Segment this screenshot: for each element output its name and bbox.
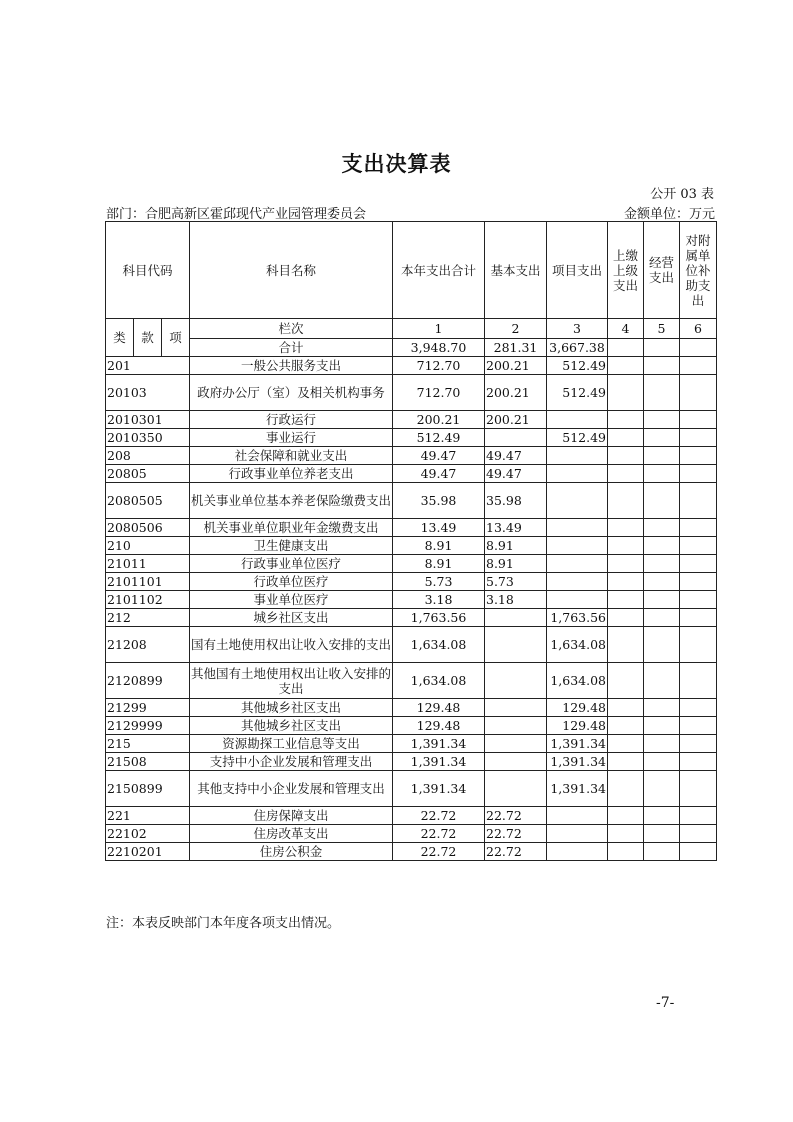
header-code: 科目代码 [106, 222, 190, 319]
row-basic: 13.49 [485, 519, 547, 537]
row-name: 行政单位医疗 [190, 573, 393, 591]
row-upper [608, 537, 644, 555]
table-header [106, 222, 717, 357]
row-code: 21011 [106, 555, 190, 573]
row-business [644, 843, 680, 861]
row-upper [608, 807, 644, 825]
row-subsidy [680, 519, 717, 537]
row-project [547, 537, 608, 555]
row-business [644, 609, 680, 627]
row-total: 129.48 [393, 699, 485, 717]
row-basic [485, 609, 547, 627]
row-project [547, 447, 608, 465]
row-code: 21508 [106, 753, 190, 771]
table-note: 注：本表反映部门本年度各项支出情况。 [106, 916, 341, 931]
row-project [547, 483, 608, 519]
department-label: 部门：合肥高新区霍邱现代产业园管理委员会 [106, 207, 367, 222]
row-name: 住房改革支出 [190, 825, 393, 843]
row-business [644, 537, 680, 555]
row-name: 卫生健康支出 [190, 537, 393, 555]
row-subsidy [680, 771, 717, 807]
row-business [644, 465, 680, 483]
row-code: 20805 [106, 465, 190, 483]
row-total: 8.91 [393, 537, 485, 555]
row-basic [485, 753, 547, 771]
table-row [106, 771, 717, 807]
table-row [106, 555, 717, 573]
row-name: 其他国有土地使用权出让收入安排的支出 [190, 663, 393, 699]
row-name: 资源勘探工业信息等支出 [190, 735, 393, 753]
row-upper [608, 429, 644, 447]
row-code: 208 [106, 447, 190, 465]
row-upper [608, 357, 644, 375]
total-label: 合计 [190, 339, 393, 357]
row-upper [608, 375, 644, 411]
table-row [106, 483, 717, 519]
row-upper [608, 447, 644, 465]
row-code: 2120899 [106, 663, 190, 699]
table-body [106, 357, 717, 861]
total-amount: 3,948.70 [393, 339, 485, 357]
row-total: 1,634.08 [393, 627, 485, 663]
row-project: 1,391.34 [547, 753, 608, 771]
row-code: 210 [106, 537, 190, 555]
row-business [644, 825, 680, 843]
col-index-4: 4 [608, 319, 644, 339]
row-code: 2080505 [106, 483, 190, 519]
row-name: 城乡社区支出 [190, 609, 393, 627]
row-name: 其他城乡社区支出 [190, 717, 393, 735]
col-index-3: 3 [547, 319, 608, 339]
row-project [547, 555, 608, 573]
row-business [644, 717, 680, 735]
row-upper [608, 753, 644, 771]
row-code: 20103 [106, 375, 190, 411]
row-upper [608, 591, 644, 609]
row-business [644, 573, 680, 591]
row-basic: 5.73 [485, 573, 547, 591]
row-business [644, 735, 680, 753]
table-row [106, 411, 717, 429]
total-row [106, 339, 717, 357]
row-total: 49.47 [393, 447, 485, 465]
row-name: 事业单位医疗 [190, 591, 393, 609]
row-code: 212 [106, 609, 190, 627]
row-code: 21208 [106, 627, 190, 663]
row-subsidy [680, 627, 717, 663]
row-total: 49.47 [393, 465, 485, 483]
row-total: 1,763.56 [393, 609, 485, 627]
row-business [644, 591, 680, 609]
row-basic [485, 771, 547, 807]
row-project [547, 519, 608, 537]
row-name: 行政事业单位医疗 [190, 555, 393, 573]
row-basic: 49.47 [485, 465, 547, 483]
row-basic: 8.91 [485, 537, 547, 555]
row-basic: 22.72 [485, 825, 547, 843]
row-project: 1,634.08 [547, 627, 608, 663]
row-subsidy [680, 735, 717, 753]
row-total: 1,391.34 [393, 735, 485, 753]
table-row [106, 807, 717, 825]
row-business [644, 411, 680, 429]
row-basic: 200.21 [485, 375, 547, 411]
table-row [106, 627, 717, 663]
row-total: 22.72 [393, 843, 485, 861]
row-project: 512.49 [547, 429, 608, 447]
table-row [106, 699, 717, 717]
col-index-1: 1 [393, 319, 485, 339]
row-upper [608, 573, 644, 591]
row-code: 2210201 [106, 843, 190, 861]
row-subsidy [680, 807, 717, 825]
row-total: 712.70 [393, 375, 485, 411]
row-basic: 22.72 [485, 843, 547, 861]
row-subsidy [680, 825, 717, 843]
header-total: 本年支出合计 [393, 222, 485, 319]
row-subsidy [680, 663, 717, 699]
header-lanci: 栏次 [190, 319, 393, 339]
row-business [644, 771, 680, 807]
row-total: 1,391.34 [393, 753, 485, 771]
table-row [106, 357, 717, 375]
row-name: 一般公共服务支出 [190, 357, 393, 375]
table-row [106, 843, 717, 861]
row-project: 129.48 [547, 699, 608, 717]
row-business [644, 429, 680, 447]
row-name: 行政事业单位养老支出 [190, 465, 393, 483]
header-business: 经营支出 [644, 222, 680, 319]
row-business [644, 447, 680, 465]
row-code: 215 [106, 735, 190, 753]
row-name: 社会保障和就业支出 [190, 447, 393, 465]
row-subsidy [680, 375, 717, 411]
row-project [547, 573, 608, 591]
row-basic [485, 735, 547, 753]
row-code: 21299 [106, 699, 190, 717]
row-code: 2101102 [106, 591, 190, 609]
row-subsidy [680, 537, 717, 555]
row-project [547, 465, 608, 483]
row-subsidy [680, 609, 717, 627]
row-name: 其他支持中小企业发展和管理支出 [190, 771, 393, 807]
row-project [547, 411, 608, 429]
table-row [106, 537, 717, 555]
row-code: 22102 [106, 825, 190, 843]
row-total: 712.70 [393, 357, 485, 375]
row-code: 221 [106, 807, 190, 825]
row-business [644, 375, 680, 411]
table-row [106, 663, 717, 699]
row-business [644, 519, 680, 537]
row-upper [608, 609, 644, 627]
table-row [106, 447, 717, 465]
expenditure-table [105, 221, 717, 861]
row-subsidy [680, 357, 717, 375]
row-total: 129.48 [393, 717, 485, 735]
row-project: 512.49 [547, 357, 608, 375]
row-basic [485, 429, 547, 447]
header-xiang: 项 [162, 319, 190, 357]
row-basic: 200.21 [485, 357, 547, 375]
row-name: 机关事业单位基本养老保险缴费支出 [190, 483, 393, 519]
row-name: 政府办公厅（室）及相关机构事务 [190, 375, 393, 411]
row-upper [608, 483, 644, 519]
total-basic: 281.31 [485, 339, 547, 357]
row-code: 2010301 [106, 411, 190, 429]
row-code: 201 [106, 357, 190, 375]
row-upper [608, 627, 644, 663]
row-basic [485, 699, 547, 717]
row-project: 1,391.34 [547, 735, 608, 753]
table-row [106, 465, 717, 483]
row-total: 22.72 [393, 825, 485, 843]
row-subsidy [680, 429, 717, 447]
header-project: 项目支出 [547, 222, 608, 319]
row-subsidy [680, 699, 717, 717]
header-kuan: 款 [134, 319, 162, 357]
row-name: 机关事业单位职业年金缴费支出 [190, 519, 393, 537]
row-subsidy [680, 573, 717, 591]
row-business [644, 483, 680, 519]
row-project: 512.49 [547, 375, 608, 411]
row-total: 22.72 [393, 807, 485, 825]
header-name: 科目名称 [190, 222, 393, 319]
row-project: 1,391.34 [547, 771, 608, 807]
row-upper [608, 825, 644, 843]
row-subsidy [680, 591, 717, 609]
table-row [106, 717, 717, 735]
table-row [106, 375, 717, 411]
row-basic: 3.18 [485, 591, 547, 609]
row-project [547, 843, 608, 861]
table-row [106, 573, 717, 591]
row-name: 行政运行 [190, 411, 393, 429]
table-row [106, 735, 717, 753]
row-subsidy [680, 483, 717, 519]
row-project: 129.48 [547, 717, 608, 735]
row-upper [608, 411, 644, 429]
row-subsidy [680, 717, 717, 735]
table-row [106, 591, 717, 609]
row-upper [608, 465, 644, 483]
row-basic [485, 717, 547, 735]
col-index-5: 5 [644, 319, 680, 339]
row-business [644, 807, 680, 825]
table-row [106, 519, 717, 537]
row-code: 2101101 [106, 573, 190, 591]
row-name: 住房保障支出 [190, 807, 393, 825]
row-basic [485, 627, 547, 663]
row-name: 住房公积金 [190, 843, 393, 861]
row-name: 支持中小企业发展和管理支出 [190, 753, 393, 771]
row-code: 2010350 [106, 429, 190, 447]
row-basic [485, 663, 547, 699]
row-total: 8.91 [393, 555, 485, 573]
row-upper [608, 771, 644, 807]
row-project: 1,634.08 [547, 663, 608, 699]
header-upper: 上缴上级支出 [608, 222, 644, 319]
row-total: 1,391.34 [393, 771, 485, 807]
row-basic: 8.91 [485, 555, 547, 573]
page-title: 支出决算表 [341, 151, 452, 176]
row-basic: 22.72 [485, 807, 547, 825]
row-business [644, 699, 680, 717]
table-row [106, 825, 717, 843]
row-name: 国有土地使用权出让收入安排的支出 [190, 627, 393, 663]
row-upper [608, 519, 644, 537]
header-lei: 类 [106, 319, 134, 357]
row-subsidy [680, 411, 717, 429]
row-subsidy [680, 465, 717, 483]
row-business [644, 357, 680, 375]
row-total: 5.73 [393, 573, 485, 591]
row-business [644, 555, 680, 573]
row-total: 35.98 [393, 483, 485, 519]
row-name: 事业运行 [190, 429, 393, 447]
table-row [106, 753, 717, 771]
form-number: 公开 03 表 [650, 187, 714, 202]
table-row [106, 429, 717, 447]
col-index-6: 6 [680, 319, 717, 339]
row-name: 其他城乡社区支出 [190, 699, 393, 717]
table-row [106, 609, 717, 627]
row-total: 13.49 [393, 519, 485, 537]
row-total: 3.18 [393, 591, 485, 609]
row-subsidy [680, 843, 717, 861]
row-basic: 200.21 [485, 411, 547, 429]
row-business [644, 663, 680, 699]
row-project: 1,763.56 [547, 609, 608, 627]
row-upper [608, 843, 644, 861]
row-business [644, 627, 680, 663]
row-project [547, 807, 608, 825]
row-business [644, 753, 680, 771]
row-code: 2129999 [106, 717, 190, 735]
row-code: 2150899 [106, 771, 190, 807]
row-total: 512.49 [393, 429, 485, 447]
row-subsidy [680, 753, 717, 771]
row-total: 1,634.08 [393, 663, 485, 699]
row-subsidy [680, 555, 717, 573]
row-upper [608, 663, 644, 699]
total-project: 3,667.38 [547, 339, 608, 357]
row-project [547, 591, 608, 609]
row-subsidy [680, 447, 717, 465]
row-basic: 49.47 [485, 447, 547, 465]
row-code: 2080506 [106, 519, 190, 537]
row-upper [608, 717, 644, 735]
row-upper [608, 735, 644, 753]
page-number: -7- [656, 995, 675, 1011]
row-upper [608, 555, 644, 573]
header-basic: 基本支出 [485, 222, 547, 319]
col-index-2: 2 [485, 319, 547, 339]
header-subsidy: 对附属单位补助支出 [680, 222, 717, 319]
row-basic: 35.98 [485, 483, 547, 519]
row-project [547, 825, 608, 843]
amount-unit-label: 金额单位：万元 [623, 207, 715, 222]
row-total: 200.21 [393, 411, 485, 429]
row-upper [608, 699, 644, 717]
